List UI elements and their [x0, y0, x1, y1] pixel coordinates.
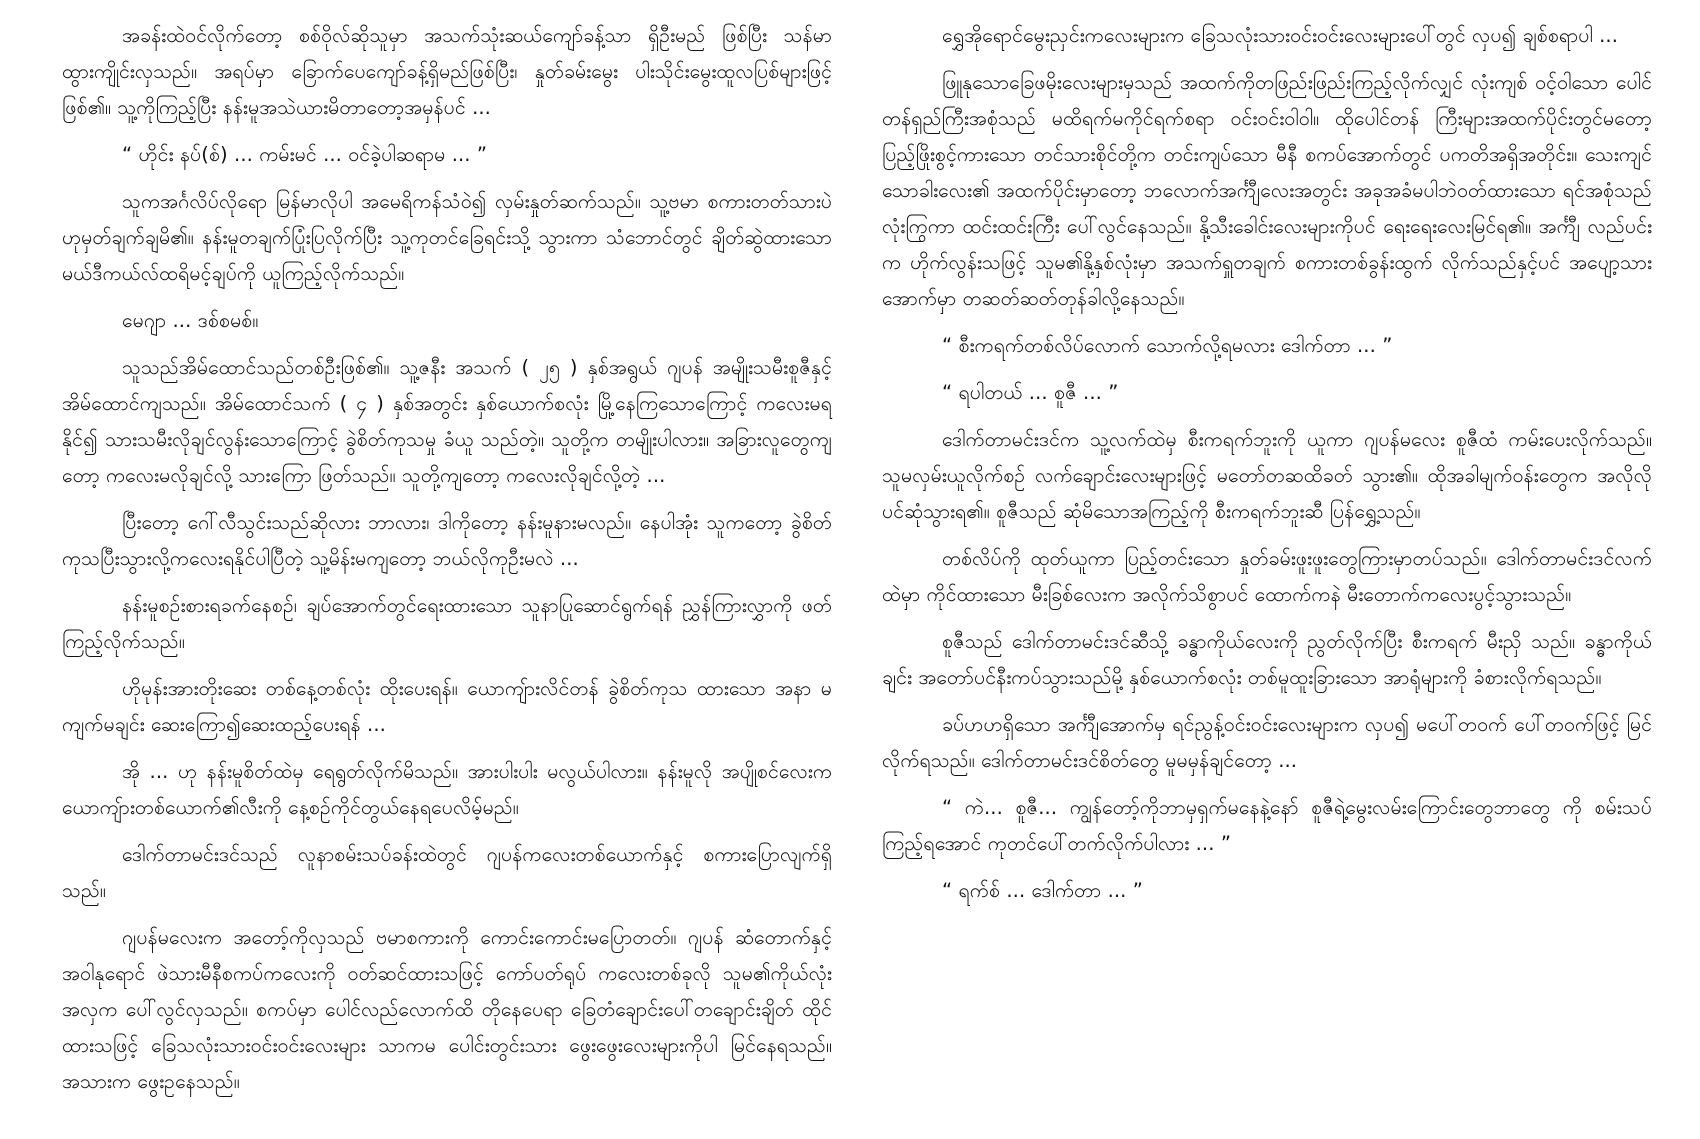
left-paragraph-8: ဟိုမုန်းအားတိုးဆေး တစ်နေ့တစ်လုံး ထိုးပေးရန်။ ယောကျ်ားလိင်တန် ခွဲစိတ်ကုသ ထားသော အနာ မကျက်မချင်း ဆေးကြော၍ဆေးထည့်ပေးရန် ...	[62, 677, 832, 736]
left-page	[62, 18, 832, 1111]
left-paragraph-11: ဂျပန်မလေးက အတော့်ကိုလှသည် ဗမာစကားကို ကောင်းကောင်းမပြောတတ်။ ဂျပန် ဆံတောက်နှင့် အဝါနုရောင် ဖဲသားမီနီစကပ်ကလေးကို ဝတ်ဆင်ထားသဖြင့် ကော်ပတ်ရုပ် ကလေးတစ်ခုလို သူမ၏ကိုယ်လုံးအလှက ပေါ်လွင်လှသည်။ စကပ်မှာ ပေါင်လည်လောက်ထိ တိုနေပေရာ ခြေတံချောင်းပေါ်တချောင်းချိတ် ထိုင်ထားသဖြင့် ခြေသလုံးသားဝင်းဝင်းလေးများ သာကမ ပေါင်းတွင်းသား ဖွေးဖွေးလေးများကိုပါ မြင်နေရသည်။ အသားက ဖွေးဥနေသည်။	[62, 926, 832, 1093]
right-page	[882, 18, 1652, 920]
right-paragraph-3: “ စီးကရက်တစ်လိပ်လောက် သောက်လို့ရမလား ဒေါက်တာ ... ”	[942, 334, 1393, 357]
right-paragraph-6: တစ်လိပ်ကို ထုတ်ယူကာ ပြည့်တင်းသော နှုတ်ခမ်းဖူးဖူးတွေကြားမှာတပ်သည်။ ဒေါက်တာမင်းဒင်လက်ထဲမှာ ကိုင်ထားသော မီးခြစ်လေးက အလိုက်သိစွာပင် ထောက်ကနဲ မီးတောက်ကလေးပွင့်သွားသည်။	[882, 547, 1652, 606]
left-paragraph-4: မေဂျာ ... ဒစ်စမစ်။	[122, 309, 259, 332]
left-paragraph-10: ဒေါက်တာမင်းဒင်သည် လူနာစမ်းသပ်ခန်းထဲတွင် ဂျပန်ကလေးတစ်ယောက်နှင့် စကားပြောလျက်ရှိသည်။	[62, 843, 832, 902]
left-paragraph-2: “ ဟိုင်း နပ်(စ်) ... ကမ်းမင် ... ဝင်ခဲ့ပါဆရာမ ... ”	[122, 143, 488, 166]
right-paragraph-10: “ ရက်စ် ... ဒေါက်တာ ... ”	[942, 879, 1143, 902]
right-paragraph-5: ဒေါက်တာမင်းဒင်က သူ့လက်ထဲမှ စီးကရက်ဘူးကို ယူကာ ဂျပန်မလေး စူဇီထံ ကမ်းပေးလိုက်သည်။ သူမလှမ်းယူလိုက်စဉ် လက်ချောင်းလေးများဖြင့် မတော်တဆထိခတ် သွား၏။ ထိုအခါမျက်ဝန်းတွေက အလိုလိုပင်ဆုံသွားရ၏။ စူဇီသည် ဆုံမိသောအကြည့်ကို စီးကရက်ဘူးဆီ ပြန်ရွှေ့သည်။	[882, 428, 1652, 523]
right-paragraph-4: “ ရပါတယ် ... စူဇီ ... ”	[942, 381, 1119, 404]
left-paragraph-5: သူသည်အိမ်ထောင်သည်တစ်ဦးဖြစ်၏။ သူ့ဇနီး အသက် ( ၂၅ ) နှစ်အရွယ် ဂျပန် အမျိုးသမီးစူဇီနှင့် အိမ်ထောင်ကျသည်။ အိမ်ထောင်သက် ( ၄ ) နှစ်အတွင်း နှစ်ယောက်စလုံး မြို့နေကြသောကြောင့် ကလေးမရနိုင်၍ သားသမီးလိုချင်လွန်းသောကြောင့် ခွဲစိတ်ကုသမှု ခံယူ သည်တဲ့။ သူတို့က တမျိုးပါလား။ အခြားလူတွေကျတော့ ကလေးမလိုချင်လို့ သားကြော ဖြတ်သည်။ သူတို့ကျတော့ ကလေးလိုချင်လို့တဲ့ ...	[62, 356, 832, 487]
left-paragraph-1: အခန်းထဲဝင်လိုက်တော့ စစ်ဝိုလ်ဆိုသူမှာ အသက်သုံးဆယ်ကျော်ခန့်သာ ရှိဦးမည် ဖြစ်ပြီး သန်မာထွားကျိုင်းလှသည်။ အရပ်မှာ ခြောက်ပေကျော်ခန့်ရှိမည်ဖြစ်ပြီး၊ နှုတ်ခမ်းမွေး ပါးသိုင်းမွေးထူလပြစ်များဖြင့်ဖြစ်၏။ သူ့ကိုကြည့်ပြီး နန်းမူအသဲယားမိတာတော့အမှန်ပင် ...	[62, 24, 832, 119]
right-paragraph-1: ရွှေအိုရောင်မွေးညှင်းကလေးများက ခြေသလုံးသားဝင်းဝင်းလေးများပေါ်တွင် လှပ၍ ချစ်စရာပါ ...	[942, 24, 1619, 47]
right-paragraph-7: စူဇီသည် ဒေါက်တာမင်းဒင်ဆီသို့ ခန္ဓာကိုယ်လေးကို ညွတ်လိုက်ပြီး စီးကရက် မီးညှိ သည်။ ခန္ဓာကိုယ်ချင်း အတော်ပင်နီးကပ်သွားသည်မို့ နှစ်ယောက်စလုံး တစ်မူထူးခြားသော အာရုံများကို ခံစားလိုက်ရသည်။	[882, 630, 1652, 689]
left-paragraph-7: နန်းမူစဉ်းစားရခက်နေစဉ်၊ ချပ်အောက်တွင်ရေးထားသော သူနာပြုဆောင်ရွက်ရန် ညွှန်ကြားလွှာကို ဖတ်ကြည့်လိုက်သည်။	[62, 594, 832, 653]
right-paragraph-2: ဖြူနုသောခြေဖမိုးလေးများမှသည် အထက်ကိုတဖြည်းဖြည်းကြည့်လိုက်လျှင် လုံးကျစ် ဝင့်ဝါသော ပေါင်တန်ရှည်ကြီးအစုံသည် မထိရက်မကိုင်ရက်စရာ ဝင်းဝင်းဝါဝါ။ ထိုပေါင်တန် ကြီးများအထက်ပိုင်းတွင်မတော့ ပြည့်ဖြိုးစွင့်ကားသော တင်သားစိုင်တို့က တင်းကျပ်သော မီနီ စကပ်အောက်တွင် ပကတိအရှိအတိုင်း။ သေးကျင်သောခါးလေး၏ အထက်ပိုင်းမှာတော့ ဘလောက်အင်္ကျီလေးအတွင်း အခုအခံမပါဘဲဝတ်ထားသော ရင်အစုံသည် လုံးကြွကာ ထင်းထင်းကြီး ပေါ်လွင်နေသည်။ နို့သီးခေါင်းလေးများကိုပင် ရေးရေးလေးမြင်ရ၏။ အင်္ကျီ လည်ပင်းက ဟိုက်လွန်းသဖြင့် သူမ၏နို့နှစ်လုံးမှာ အသက်ရှူတချက် စကားတစ်ခွန်းထွက် လိုက်သည်နှင့်ပင် အပျော့သားအောက်မှာ တဆတ်ဆတ်တုန်ခါလို့နေသည်။	[882, 71, 1652, 310]
left-paragraph-3: သူကအင်္ဂလိပ်လိုရော မြန်မာလိုပါ အမေရိကန်သံဝဲ၍ လှမ်းနှုတ်ဆက်သည်။ သူ့ဗမာ စကားတတ်သားပဲ ဟုမှတ်ချက်ချမိ၏။ နန်းမူတချက်ပြုံးပြလိုက်ပြီး သူ့ကုတင်ခြေရင်းသို့ သွားကာ သံဘောင်တွင် ချိတ်ဆွဲထားသော မယ်ဒီကယ်လ်ထရိမင့်ချပ်ကို ယူကြည့်လိုက်သည်။	[62, 190, 832, 285]
left-paragraph-9: အို ... ဟု နန်းမူစိတ်ထဲမှ ရေရွတ်လိုက်မိသည်။ အားပါးပါး မလွယ်ပါလား။ နန်းမူလို အပျိုစင်လေးက ယောကျ်ားတစ်ယောက်၏လီးကို နေ့စဉ်ကိုင်တွယ်နေရပေလိမ့်မည်။	[62, 760, 832, 819]
right-paragraph-9: “ ကဲ... စူဇီ... ကျွန်တော့်ကိုဘာမှရှက်မနေနဲ့နော် စူဇီရဲ့မွေးလမ်းကြောင်းတွေဘာတွေ ကို စမ်းသပ်ကြည့်ရအောင် ကုတင်ပေါ်တက်လိုက်ပါလား ... ”	[882, 796, 1652, 855]
right-paragraph-8: ခပ်ဟဟရှိသော အင်္ကျီအောက်မှ ရင်ညွန့်ဝင်းဝင်းလေးများက လှပ၍ မပေါ်တဝက် ပေါ်တဝက်ဖြင့် မြင်လိုက်ရသည်။ ဒေါက်တာမင်းဒင်စိတ်တွေ မူမမှန်ချင်တော့ ...	[882, 713, 1652, 772]
left-paragraph-6: ပြီးတော့ ဂေါ်လီသွင်းသည်ဆိုလား ဘာလား၊ ဒါကိုတော့ နန်းမူနားမလည်။ နေပါအုံး သူကတော့ ခွဲစိတ်ကုသပြီးသွားလို့ကလေးရနိုင်ပါပြီတဲ့ သူ့မိန်းမကျတော့ ဘယ်လိုကုဦးမလဲ ...	[62, 511, 832, 570]
page-gutter	[850, 0, 851, 1139]
